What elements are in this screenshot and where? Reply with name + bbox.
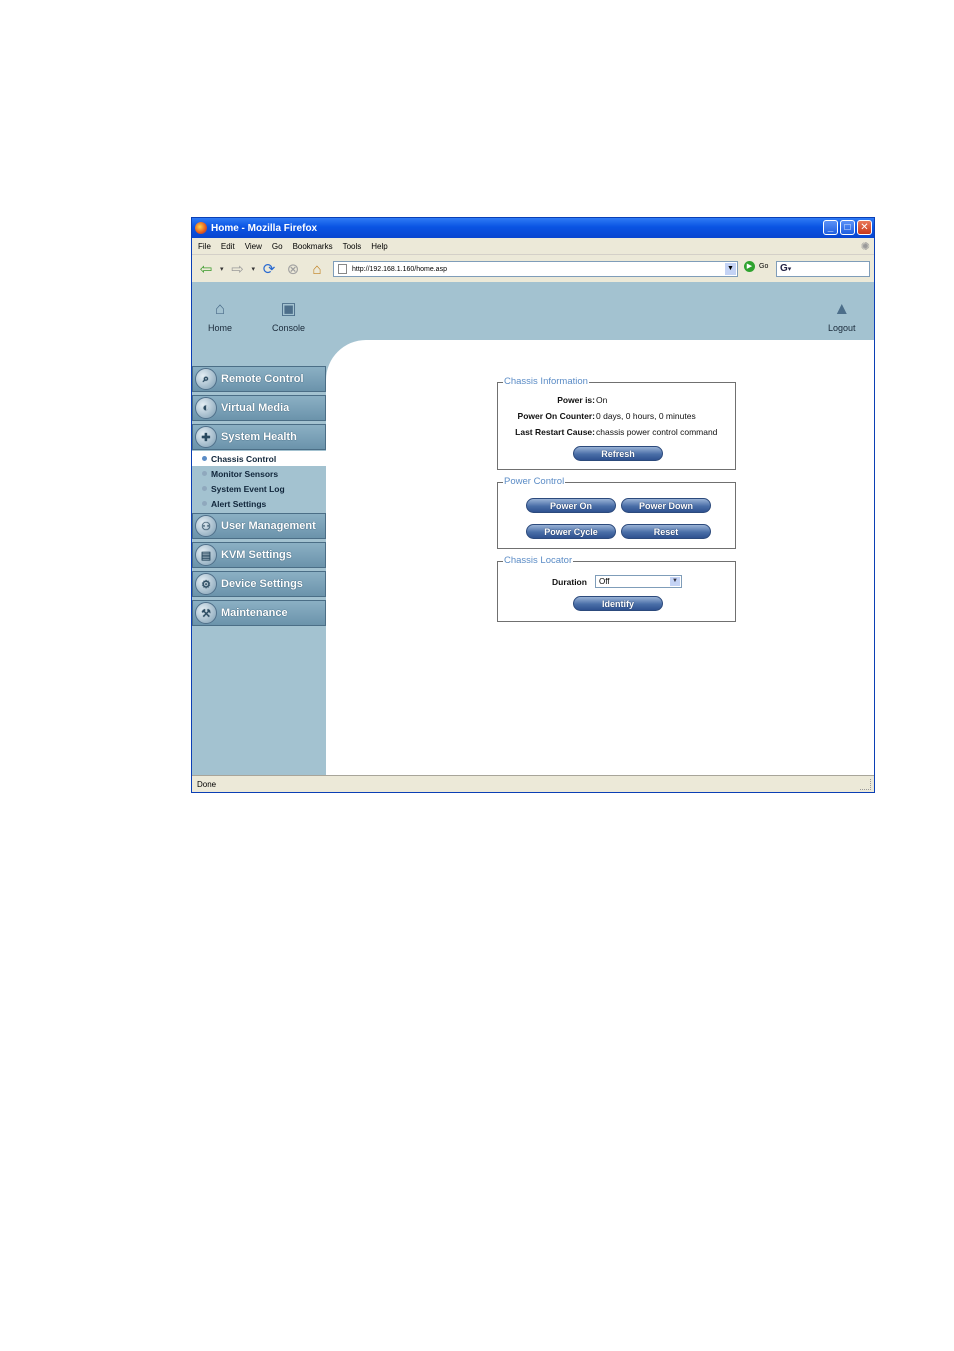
status-bar (192, 775, 874, 792)
bullet-icon (202, 501, 207, 506)
gears-icon: ⚙ (195, 573, 217, 595)
resize-grip-icon[interactable] (860, 779, 871, 790)
go-label: Go (759, 263, 769, 270)
title-bar (192, 218, 874, 238)
nav-console[interactable] (272, 298, 305, 333)
back-arrow-icon[interactable]: ⇦ (199, 261, 213, 278)
keyboard-icon: ▤ (195, 544, 217, 566)
duration-value: Off (599, 577, 610, 586)
logout-icon: ▲ (833, 299, 851, 318)
power-control-box (497, 476, 736, 549)
magnifier-icon: ⌕ (195, 368, 217, 390)
house-icon: ⌂ (214, 299, 226, 318)
window-title: Home - Mozilla Firefox (211, 222, 318, 234)
sub-item-chassis-control[interactable] (192, 451, 326, 466)
close-button[interactable]: ✕ (857, 220, 872, 235)
maximize-button[interactable]: □ (840, 220, 855, 235)
sidebar-item-label: KVM Settings (221, 549, 292, 561)
status-text: Done (197, 780, 217, 789)
sidebar (192, 366, 326, 629)
power-status-value: On (596, 395, 608, 405)
sidebar-item-virtual-media[interactable] (192, 395, 326, 421)
search-box[interactable] (776, 261, 870, 277)
bullet-icon (202, 456, 207, 461)
power-counter-label: Power On Counter: (517, 411, 595, 421)
chassis-locator-box (497, 555, 736, 622)
sub-item-label: Monitor Sensors (211, 468, 279, 479)
sidebar-item-remote-control[interactable] (192, 366, 326, 392)
page-content (192, 282, 874, 776)
browser-window (191, 217, 875, 793)
restart-cause-label: Last Restart Cause: (515, 427, 595, 437)
url-dropdown-icon[interactable]: ▼ (725, 263, 736, 275)
search-dropdown-icon[interactable]: ▾ (787, 266, 792, 273)
address-bar[interactable] (333, 261, 738, 277)
sidebar-item-label: Maintenance (221, 607, 288, 619)
sub-item-alert-settings[interactable] (192, 496, 326, 511)
sidebar-item-user-management[interactable] (192, 513, 326, 539)
sidebar-item-label: Remote Control (221, 373, 304, 385)
chassis-locator-legend: Chassis Locator (504, 555, 573, 566)
power-control-legend: Power Control (504, 476, 565, 487)
menu-go[interactable]: Go (271, 241, 283, 251)
sub-item-monitor-sensors[interactable] (192, 466, 326, 481)
sidebar-item-label: Device Settings (221, 578, 303, 590)
sidebar-item-label: User Management (221, 520, 316, 532)
restart-cause-value: chassis power control command (596, 427, 718, 437)
google-icon: G (780, 263, 788, 274)
bullet-icon (202, 486, 207, 491)
disc-icon: ◐ (195, 397, 217, 419)
menu-bookmarks[interactable]: Bookmarks (292, 241, 333, 251)
sidebar-item-kvm-settings[interactable] (192, 542, 326, 568)
menu-help[interactable]: Help (371, 241, 388, 251)
sidebar-item-system-health[interactable] (192, 424, 326, 450)
refresh-button[interactable]: Refresh (573, 446, 663, 461)
menu-bar (192, 238, 874, 255)
monitor-icon: ▣ (280, 299, 297, 318)
firefox-icon (195, 222, 207, 234)
window-controls (823, 220, 872, 235)
url-text: http://192.168.1.160/home.asp (352, 265, 447, 273)
go-button[interactable] (744, 261, 768, 272)
chassis-information-box (497, 376, 736, 470)
sub-item-label: System Event Log (211, 483, 285, 494)
nav-logout[interactable] (828, 298, 856, 333)
nav-logout-label: Logout (828, 323, 856, 333)
sub-item-label: Chassis Control (211, 453, 277, 464)
throbber-icon: ✺ (860, 241, 870, 253)
power-on-button[interactable]: Power On (526, 498, 616, 513)
forward-dropdown-icon[interactable]: ▾ (251, 266, 256, 273)
minimize-button[interactable]: _ (823, 220, 838, 235)
nav-home[interactable] (208, 298, 232, 333)
nav-console-label: Console (272, 323, 306, 333)
forward-arrow-icon[interactable]: ⇨ (231, 261, 244, 278)
menu-view[interactable]: View (244, 241, 262, 251)
duration-select[interactable] (595, 575, 682, 588)
power-cycle-button[interactable]: Power Cycle (526, 524, 616, 539)
users-icon: ⚇ (195, 515, 217, 537)
system-health-submenu (192, 451, 326, 511)
menu-edit[interactable]: Edit (220, 241, 235, 251)
reset-button[interactable]: Reset (621, 524, 711, 539)
sidebar-item-label: Virtual Media (221, 402, 290, 414)
identify-button[interactable]: Identify (573, 596, 663, 611)
back-dropdown-icon[interactable]: ▾ (220, 266, 224, 273)
chassis-information-legend: Chassis Information (504, 376, 588, 387)
menu-file[interactable]: File (198, 241, 211, 251)
go-icon: ▶ (744, 261, 755, 272)
chevron-down-icon: ▼ (670, 577, 680, 586)
power-counter-value: 0 days, 0 hours, 0 minutes (596, 411, 696, 421)
nav-home-label: Home (208, 323, 233, 333)
reload-icon[interactable]: ⟳ (262, 261, 276, 278)
sidebar-item-label: System Health (221, 431, 297, 443)
navigation-toolbar (192, 255, 874, 284)
menu-tools[interactable]: Tools (342, 241, 362, 251)
home-icon[interactable]: ⌂ (312, 260, 322, 278)
runner-icon: ⚒ (195, 602, 217, 624)
power-down-button[interactable]: Power Down (621, 498, 711, 513)
stop-icon[interactable]: ⊗ (286, 261, 300, 278)
health-icon: ✚ (195, 426, 217, 448)
duration-label: Duration (552, 577, 587, 587)
sub-item-label: Alert Settings (211, 498, 267, 509)
power-status-label: Power is: (557, 395, 595, 405)
sidebar-item-maintenance[interactable] (192, 600, 326, 626)
sub-item-system-event-log[interactable] (192, 481, 326, 496)
sidebar-item-device-settings[interactable] (192, 571, 326, 597)
bullet-icon (202, 471, 207, 476)
page-icon (338, 264, 347, 274)
